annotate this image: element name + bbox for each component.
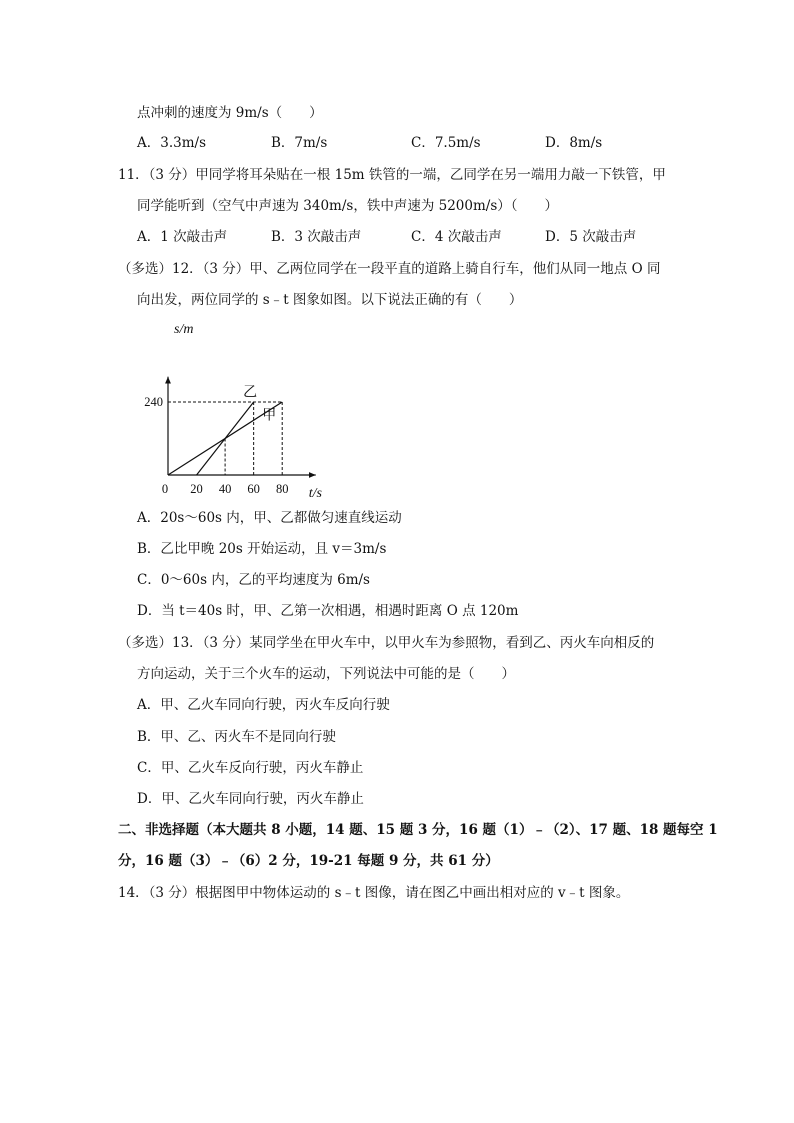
y-tick-label-240: 240: [144, 394, 163, 409]
q12-stem-line1: （多选）12．（3 分）甲、乙两位同学在一段平直的道路上骑自行车，他们从同一地点 O 同: [118, 261, 661, 277]
section-heading-line2: 分，16 题（3）﹣（6）2 分，19-21 每题 9 分，共 61 分）: [118, 853, 499, 869]
q11-option-d: D．5 次敲击声: [545, 229, 637, 245]
series-label-yi: 乙: [243, 385, 258, 401]
y-axis-label: s/m: [174, 322, 194, 337]
q12-option-b: B．乙比甲晚 20s 开始运动，且 v＝3m/s: [137, 541, 387, 557]
q13-option-a: A．甲、乙火车同向行驶，丙火车反向行驶: [137, 697, 390, 713]
series-lines: [168, 385, 282, 475]
q11-stem-line1: 11．（3 分）甲同学将耳朵贴在一根 15m 铁管的一端，乙同学在另一端用力敲一下铁管，甲: [118, 167, 666, 183]
q10-option-d: D．8m/s: [545, 135, 603, 151]
q12-stem-line2: 向出发，两位同学的 s﹣t 图象如图。以下说法正确的有（ ）: [137, 292, 523, 308]
q11-option-a: A．1 次敲击声: [137, 229, 228, 245]
q10-option-b: B．7m/s: [271, 135, 328, 151]
section-heading-line1: 二、非选择题（本大题共 8 小题，14 题、15 题 3 分，16 题（1）﹣（2）、17 题、18 题每空 1: [118, 822, 718, 838]
q10-continuation: 点冲刺的速度为 9m/s（ ）: [137, 105, 323, 121]
q10-option-c: C．7.5m/s: [411, 135, 481, 151]
q11-option-c: C．4 次敲击声: [411, 229, 502, 245]
q13-stem-line2: 方向运动，关于三个火车的运动，下列说法中可能的是（ ）: [137, 666, 515, 682]
q11-stem-line2: 同学能听到（空气中声速为 340m/s，铁中声速为 5200m/s）（ ）: [137, 198, 559, 214]
x-tick-label-80: 80: [275, 482, 289, 496]
q10-option-a: A．3.3m/s: [137, 135, 206, 151]
q12-option-d: D．当 t＝40s 时，甲、乙第一次相遇，相遇时距离 O 点 120m: [137, 603, 519, 619]
q12-option-c: C．0～60s 内，乙的平均速度为 6m/s: [137, 572, 370, 588]
axis-labels: [174, 322, 323, 501]
x-axis-label: t/s: [308, 486, 322, 501]
q13-option-c: C．甲、乙火车反向行驶，丙火车静止: [137, 760, 364, 776]
x-tick-label-40: 40: [218, 482, 232, 496]
series-label-jia: 甲: [262, 408, 277, 424]
q14-stem-line1: 14．（3 分）根据图甲中物体运动的 s﹣t 图像，请在图乙中画出相对应的 v﹣t 图象。: [118, 885, 630, 901]
q13-stem-line1: （多选）13．（3 分）某同学坐在甲火车中，以甲火车为参照物，看到乙、丙火车向相反的: [118, 635, 655, 651]
st-graph: [135, 318, 345, 503]
x-tick-label-20: 20: [190, 482, 203, 496]
x-tick-label-60: 60: [247, 482, 260, 496]
q13-option-d: D．甲、乙火车同向行驶，丙火车静止: [137, 791, 364, 807]
q12-option-a: A．20s～60s 内，甲、乙都做匀速直线运动: [137, 510, 402, 526]
x-tick-label-0: 0: [161, 482, 169, 496]
q13-option-b: B．甲、乙、丙火车不是同向行驶: [137, 729, 336, 745]
q11-option-b: B．3 次敲击声: [271, 229, 362, 245]
